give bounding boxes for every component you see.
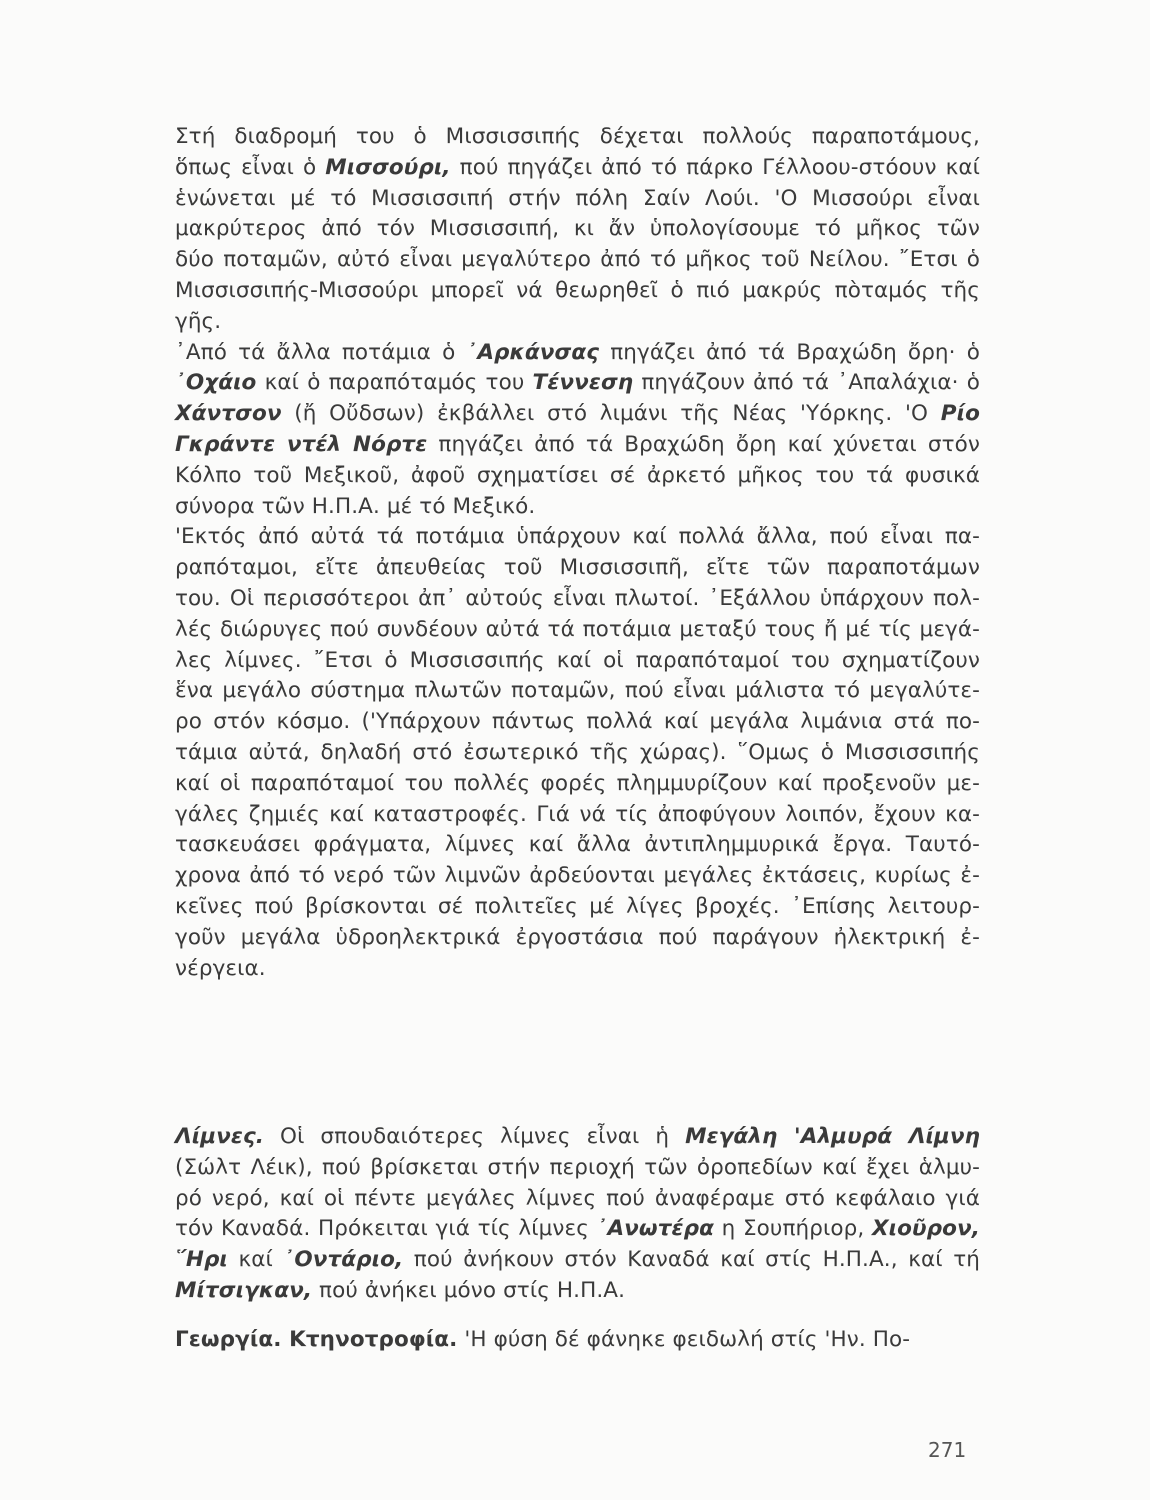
text-line: [175, 368, 980, 399]
text-run: 'Εκτός ἀπό αὐτά τά ποτάμια ὑπάρχουν καί πολλά ἄλλα, πού εἶναι πα-: [175, 524, 980, 550]
text-run: 'Η φύση δέ φάνηκε φειδωλή στίς 'Ην. Πο-: [457, 1326, 911, 1352]
text-run: πηγάζει ἀπό τά Βραχώδη ὄρη· ὁ: [599, 339, 980, 365]
paragraph: [175, 122, 980, 338]
paragraph: [175, 1122, 980, 1307]
text-line: [175, 707, 980, 738]
emphasis-term: Γκράντε ντέλ Νόρτε: [175, 431, 428, 457]
text-run: του. Οἱ περισσότεροι ἀπ᾿ αὐτούς εἶναι πλωτοί. ᾿Εξάλλου ὑπάρχουν πολ-: [175, 585, 980, 611]
text-line: [175, 553, 980, 584]
text-run: Οἱ σπουδαιότερες λίμνες εἶναι ἡ: [264, 1124, 686, 1149]
text-run: πού ἀνήκουν στόν Καναδά καί στίς Η.Π.Α., καί τή: [403, 1247, 980, 1273]
text-line: [175, 892, 980, 923]
text-run: Κόλπο τοῦ Μεξικοῦ, ἀφοῦ σχηματίσει σέ ἀρκετό μῆκος του τά φυσικά: [175, 462, 980, 488]
text-run: ρό νερό, καί οἱ πέντε μεγάλες λίμνες πού ἀναφέραμε στό κεφάλαιο γιά: [175, 1185, 980, 1211]
text-run: γάλες ζημιές καί καταστροφές. Γιά νά τίς ἀποφύγουν λοιπόν, ἔχουν κα-: [175, 801, 980, 827]
text-run: γοῦν μεγάλα ὑδροηλεκτρικά ἐργοστάσια πού παράγουν ἠλεκτρική ἐ-: [175, 924, 980, 950]
text-line: [175, 615, 980, 646]
text-line: [175, 1325, 980, 1356]
emphasis-term: Τέννεση: [532, 370, 634, 396]
text-run: (ἤ Οὔδσων) ἐκβάλλει στό λιμάνι τῆς Νέας 'Υόρκης. 'Ο: [281, 401, 941, 427]
text-line: [175, 769, 980, 800]
emphasis-term: ᾿Αρκάνσας: [466, 339, 600, 365]
emphasis-term: ῞Ηρι: [175, 1247, 228, 1273]
text-run: ἑνώνεται μέ τό Μισσισσιπή στήν πόλη Σαίν Λούι. 'Ο Μισσούρι εἶναι: [175, 185, 980, 211]
paragraph-gap: [175, 1307, 980, 1325]
text-run: ρο στόν κόσμο. ('Υπάρχουν πάντως πολλά καί μεγάλα λιμάνια στά πο-: [175, 709, 980, 735]
text-run: δύο ποταμῶν, αὐτό εἶναι μεγαλύτερο ἀπό τό μῆκος τοῦ Νείλου. ῎Ετσι ὁ: [175, 247, 980, 273]
emphasis-term: Μισσούρι,: [325, 154, 451, 180]
emphasis-term: Χιοῦρον,: [871, 1216, 980, 1242]
text-line: [175, 214, 980, 245]
text-line: [175, 584, 980, 615]
text-line: [175, 430, 980, 461]
text-line: [175, 954, 980, 985]
text-line: [175, 1245, 980, 1276]
text-run: πηγάζει ἀπό τά Βραχώδη ὄρη καί χύνεται στόν: [427, 431, 980, 457]
text-line: [175, 399, 980, 430]
text-line: [175, 245, 980, 276]
text-line: [175, 184, 980, 215]
text-run: Μισσισσιπής-Μισσούρι μπορεῖ νά θεωρηθεῖ ὁ πιό μακρύς πὸταμός τῆς: [175, 277, 980, 303]
text-run: μακρύτερος ἀπό τόν Μισσισσιπή, κι ἄν ὑπολογίσουμε τό μῆκος τῶν: [175, 216, 980, 242]
text-line: [175, 923, 980, 954]
text-run: λες λίμνες. ῎Ετσι ὁ Μισσισσιπής καί οἱ παραπόταμοί του σχηματίζουν: [175, 647, 980, 673]
paragraph: [175, 1325, 980, 1356]
text-line: [175, 461, 980, 492]
rivers-section: [175, 122, 980, 984]
text-line: [175, 646, 980, 677]
emphasis-term: ᾿Οχάιο: [175, 370, 257, 396]
emphasis-term: Χάντσον: [175, 401, 282, 427]
paragraph: [175, 338, 980, 523]
emphasis-term: ᾿Οντάριο,: [283, 1247, 404, 1273]
page-number: 271: [928, 1438, 967, 1462]
text-run: κεῖνες πού βρίσκονται σέ πολιτεῖες μέ λίγες βροχές. ᾿Επίσης λειτουρ-: [175, 893, 980, 919]
emphasis-term: Ρίο: [940, 401, 980, 427]
text-run: καί ὁ παραπόταμός του: [256, 370, 533, 396]
text-run: σύνορα τῶν Η.Π.Α. μέ τό Μεξικό.: [175, 493, 536, 519]
text-run: ἕνα μεγάλο σύστημα πλωτῶν ποταμῶν, πού εἶναι μάλιστα τό μεγαλύτε-: [175, 678, 980, 704]
text-line: [175, 738, 980, 769]
text-run: πού πηγάζει ἀπό τό πάρκο Γέλλοου-στόουν καί: [450, 154, 980, 180]
text-run: τάμια αὐτά, δηλαδή στό ἐσωτερικό τῆς χώρας). ῞Ομως ὁ Μισσισσιπής: [175, 739, 980, 765]
text-line: [175, 830, 980, 861]
lakes-section: [175, 1122, 980, 1356]
text-line: [175, 1276, 980, 1307]
text-line: [175, 153, 980, 184]
text-run: πηγάζουν ἀπό τά ᾿Απαλάχια· ὁ: [633, 370, 980, 396]
emphasis-term: Μεγάλη 'Αλμυρά Λίμνη: [685, 1124, 980, 1149]
text-run: τασκευάσει φράγματα, λίμνες καί ἄλλα ἀντιπλημμυρικά ἔργα. Ταυτό-: [175, 832, 980, 858]
text-run: νέργεια.: [175, 955, 266, 981]
text-run: καί: [227, 1247, 284, 1273]
emphasis-term: ᾿Ανωτέρα: [596, 1216, 714, 1242]
text-run: η Σουπήριορ,: [713, 1216, 872, 1242]
text-line: [175, 307, 980, 338]
paragraph: [175, 522, 980, 984]
text-line: [175, 800, 980, 831]
emphasis-term: Μίτσιγκαν,: [175, 1277, 313, 1303]
text-line: [175, 122, 980, 153]
text-line: [175, 338, 980, 369]
text-run: πού ἀνήκει μόνο στίς Η.Π.Α.: [312, 1277, 626, 1303]
text-run: ᾿Από τά ἄλλα ποτάμια ὁ: [175, 339, 467, 365]
text-line: [175, 1184, 980, 1215]
text-run: καί οἱ παραπόταμοί του πολλές φορές πλημμυρίζουν καί προξενοῦν με-: [175, 770, 980, 796]
emphasis-term: Γεωργία. Κτηνοτροφία.: [175, 1326, 458, 1352]
text-line: [175, 861, 980, 892]
text-run: χρονα ἀπό τό νερό τῶν λιμνῶν ἀρδεύονται μεγάλες ἐκτάσεις, κυρίως ἐ-: [175, 863, 980, 889]
text-run: ραπόταμοι, εἴτε ἀπευθείας τοῦ Μισσισσιπῆ, εἴτε τῶν παραποτάμων: [175, 555, 980, 581]
text-run: λές διώρυγες πού συνδέουν αὐτά τά ποτάμια μεταξύ τους ἤ μέ τίς μεγά-: [175, 616, 980, 642]
text-run: ὅπως εἶναι ὁ: [175, 154, 326, 180]
text-line: [175, 1153, 980, 1184]
text-line: [175, 1214, 980, 1245]
text-line: [175, 522, 980, 553]
text-run: γῆς.: [175, 308, 222, 334]
emphasis-term: Λίμνες.: [175, 1124, 265, 1149]
text-line: [175, 276, 980, 307]
text-line: [175, 676, 980, 707]
text-run: (Σώλτ Λέικ), πού βρίσκεται στήν περιοχή τῶν ὀροπεδίων καί ἔχει ἁλμυ-: [175, 1154, 980, 1180]
text-line: [175, 492, 980, 523]
text-run: Στή διαδρομή του ὁ Μισσισσιπής δέχεται πολλούς παραποτάμους,: [175, 124, 980, 149]
text-run: τόν Καναδά. Πρόκειται γιά τίς λίμνες: [175, 1216, 597, 1242]
text-line: [175, 1122, 980, 1153]
